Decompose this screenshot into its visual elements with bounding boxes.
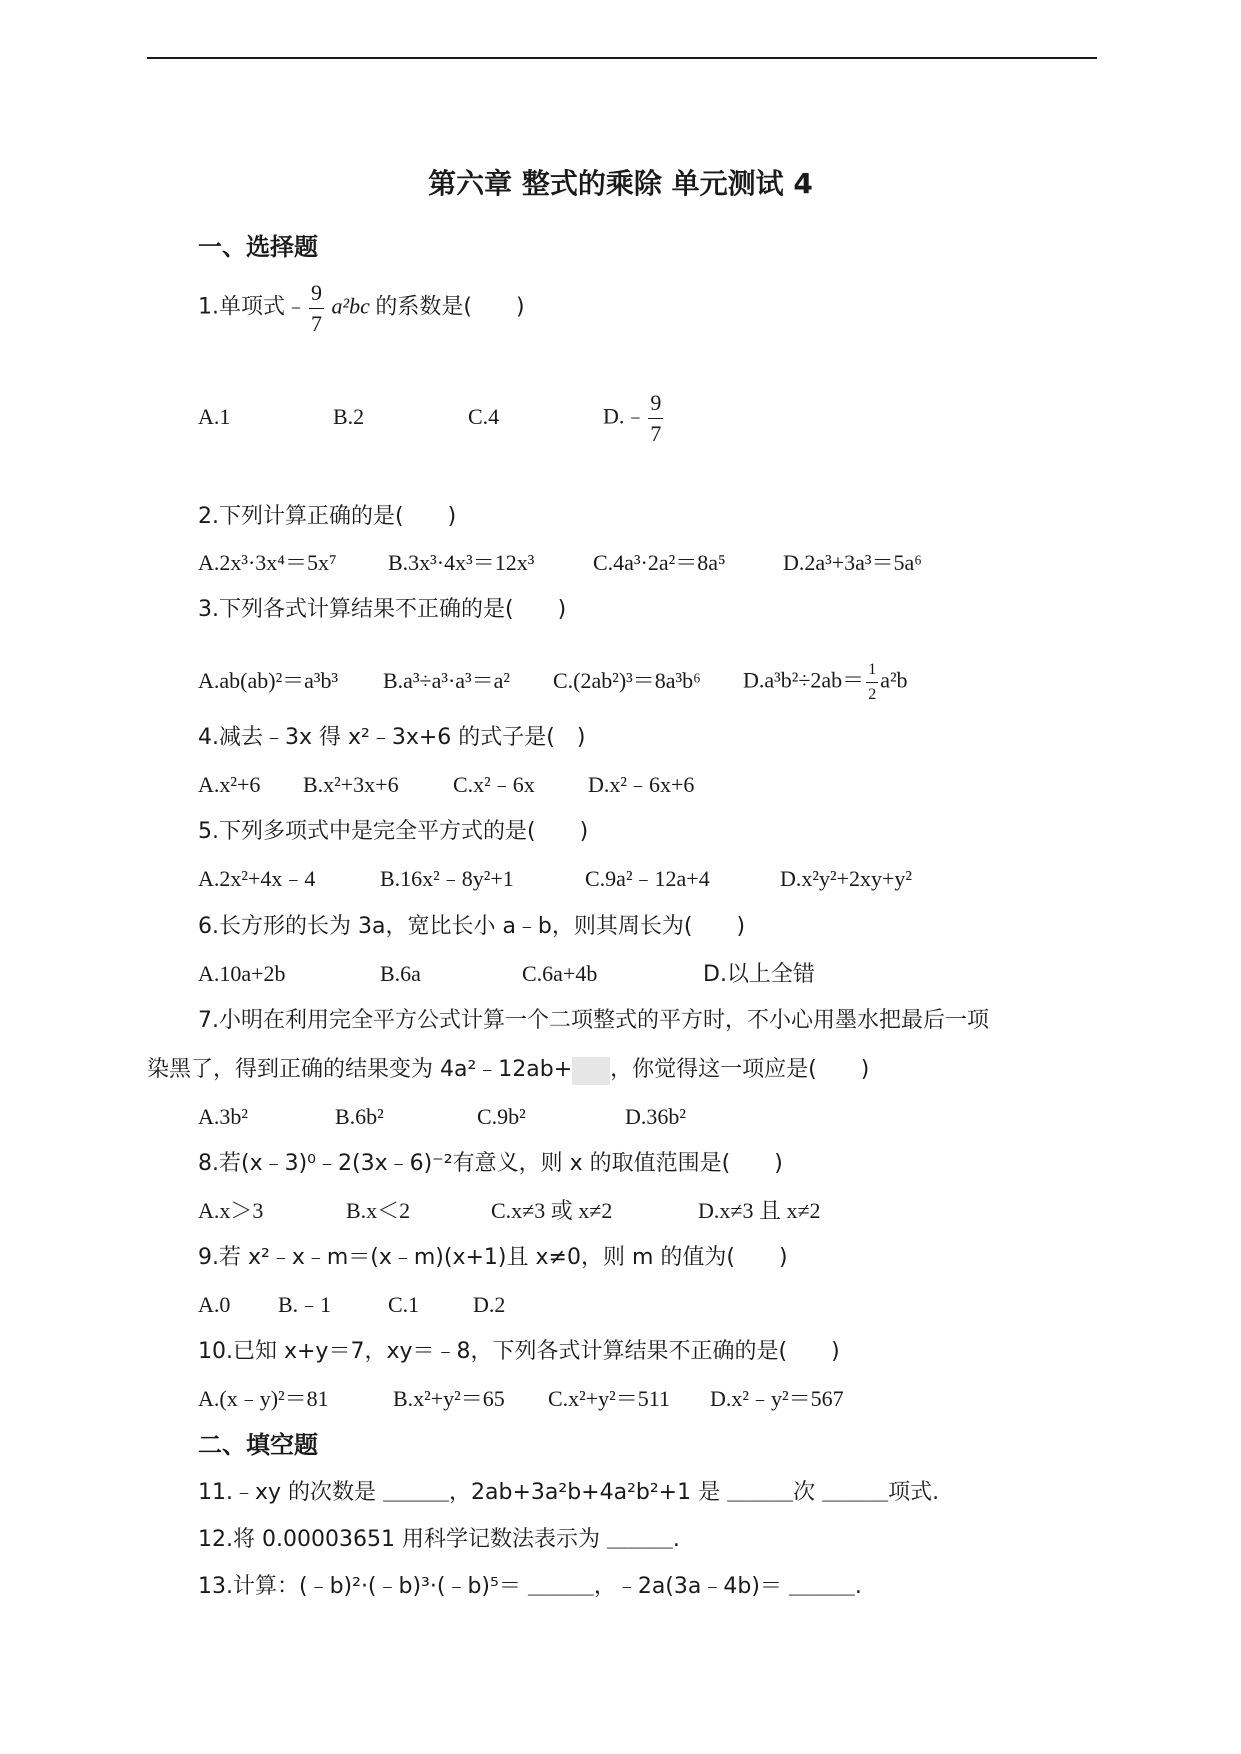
question-8: 8.若(x﹣3)⁰﹣2(3x﹣6)⁻²有意义，则 x 的取值范围是( ) (198, 1151, 783, 1176)
q5-option-d: D.x²y²+2xy+y² (780, 866, 912, 891)
q10-option-b: B.x²+y²＝65 (393, 1386, 505, 1411)
header-rule (147, 57, 1097, 59)
q1-fraction (309, 282, 324, 335)
q6-option-b: B.6a (380, 961, 421, 986)
question-10: 10.已知 x+y＝7，xy＝﹣8，下列各式计算结果不正确的是( ) (198, 1339, 840, 1364)
question-3: 3.下列各式计算结果不正确的是( ) (198, 597, 567, 622)
q3-option-d-fraction (866, 662, 878, 703)
q6-options (198, 959, 815, 990)
q9-option-c: C.1 (388, 1292, 420, 1317)
question-5: 5.下列多项式中是完全平方式的是( ) (198, 819, 589, 844)
question-12: 12.将 0.00003651 用科学记数法表示为 ＿＿＿. (198, 1527, 680, 1552)
q4-option-b: B.x²+3x+6 (303, 772, 399, 797)
q3-option-d (743, 662, 908, 703)
q2-option-a: A.2x³·3x⁴＝5x⁷ (198, 550, 337, 575)
q1-option-d-numerator: 9 (650, 390, 662, 415)
ink-blot (572, 1057, 610, 1085)
q1-option-c: C.4 (468, 403, 500, 429)
q1-option-d-fraction (648, 392, 663, 445)
section-fill-heading: 二、填空题 (198, 1431, 318, 1459)
q4-option-a: A.x²+6 (198, 772, 261, 797)
q10-option-d: D.x²﹣y²＝567 (710, 1386, 844, 1411)
q1-expression: a²bc (331, 293, 370, 319)
q4-option-c: C.x²﹣6x (453, 772, 535, 797)
q1-option-b: B.2 (333, 403, 365, 429)
q2-option-d: D.2a³+3a³＝5a⁶ (783, 550, 922, 575)
q3-option-d-suffix: a²b (880, 667, 908, 693)
q3-option-d-denominator: 2 (866, 682, 878, 703)
q7-line-2-prefix: 染黑了，得到正确的结果变为 4a²﹣12ab+ (147, 1057, 573, 1082)
question-11: 11.﹣xy 的次数是 ＿＿＿，2ab+3a²b+4a²b²+1 是 ＿＿＿次 ＿＿＿项式. (198, 1480, 940, 1505)
q1-fraction-denominator: 7 (309, 308, 324, 335)
q1-options (198, 392, 665, 445)
page-title: 第六章 整式的乘除 单元测试 4 (428, 167, 813, 200)
q9-options (198, 1290, 505, 1320)
q1-stem-suffix: 的系数是( ) (375, 294, 525, 320)
question-7-line-2 (147, 1054, 869, 1085)
question-13: 13.计算：(﹣b)²·(﹣b)³·(﹣b)⁵＝ ＿＿＿，﹣2a(3a﹣4b)＝ ＿＿＿. (198, 1574, 862, 1599)
q5-options (198, 864, 912, 894)
q7-option-b: B.6b² (335, 1104, 384, 1129)
q2-option-b: B.3x³·4x³＝12x³ (388, 550, 535, 575)
q1-fraction-numerator: 9 (311, 280, 322, 305)
question-1 (198, 282, 525, 335)
section-choice-heading: 一、选择题 (198, 233, 318, 261)
q10-option-c: C.x²+y²＝511 (548, 1386, 670, 1411)
question-6: 6.长方形的长为 3a，宽比长小 a﹣b，则其周长为( ) (198, 914, 746, 939)
q7-option-c: C.9b² (477, 1104, 526, 1129)
q4-option-d: D.x²﹣6x+6 (588, 772, 695, 797)
q10-options (198, 1384, 844, 1414)
q2-options (198, 548, 922, 578)
question-4: 4.减去﹣3x 得 x²﹣3x+6 的式子是( ) (198, 725, 586, 750)
question-7-line-1: 7.小明在利用完全平方公式计算一个二项整式的平方时，不小心用墨水把最后一项 (198, 1008, 989, 1033)
question-9: 9.若 x²﹣x﹣m＝(x﹣m)(x+1)且 x≠0，则 m 的值为( ) (198, 1245, 788, 1270)
q7-line-2-suffix: ，你觉得这一项应是( ) (610, 1057, 870, 1082)
q1-stem-prefix: 1.单项式﹣ (198, 294, 307, 320)
q8-option-c: C.x≠3 或 x≠2 (491, 1198, 613, 1223)
q2-option-c: C.4a³·2a²＝8a⁵ (593, 550, 726, 575)
q7-options (198, 1102, 686, 1132)
q9-option-b: B.﹣1 (278, 1292, 332, 1317)
q3-option-a: A.ab(ab)²＝a³b³ (198, 667, 339, 693)
q8-option-a: A.x＞3 (198, 1198, 264, 1223)
q10-option-a: A.(x﹣y)²＝81 (198, 1386, 329, 1411)
q7-option-d: D.36b² (625, 1104, 686, 1129)
q3-option-d-numerator: 1 (868, 661, 877, 678)
q5-option-b: B.16x²﹣8y²+1 (380, 866, 514, 891)
q1-option-d (603, 392, 665, 445)
q3-option-c: C.(2ab²)³＝8a³b⁶ (553, 667, 701, 693)
q1-option-d-prefix: D.﹣ (603, 403, 647, 429)
q7-option-a: A.3b² (198, 1104, 248, 1129)
q1-option-d-denominator: 7 (648, 418, 663, 445)
q6-option-a: A.10a+2b (198, 961, 286, 986)
q8-option-b: B.x＜2 (346, 1198, 411, 1223)
q1-option-a: A.1 (198, 403, 231, 429)
q3-options (198, 662, 908, 703)
q3-option-d-prefix: D.a³b²÷2ab＝ (743, 667, 865, 693)
q9-option-d: D.2 (473, 1292, 506, 1317)
q9-option-a: A.0 (198, 1292, 231, 1317)
q4-options (198, 770, 694, 800)
q3-option-b: B.a³÷a³·a³＝a² (383, 667, 511, 693)
q6-option-d: D.以上全错 (703, 962, 815, 987)
q5-option-a: A.2x²+4x﹣4 (198, 866, 316, 891)
q8-options (198, 1196, 821, 1226)
q5-option-c: C.9a²﹣12a+4 (585, 866, 710, 891)
q8-option-d: D.x≠3 且 x≠2 (698, 1198, 821, 1223)
question-2: 2.下列计算正确的是( ) (198, 504, 457, 529)
q6-option-c: C.6a+4b (522, 961, 598, 986)
